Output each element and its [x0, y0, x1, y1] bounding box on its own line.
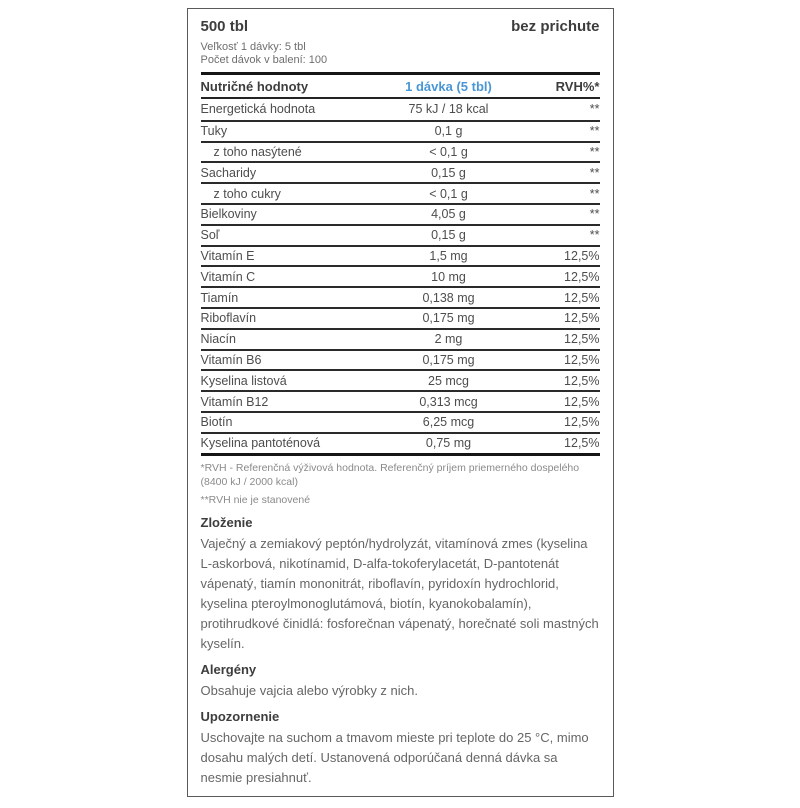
- nutrient-name: z toho nasýtené: [213, 144, 302, 159]
- nutrient-rvh: 12,5%: [564, 415, 600, 430]
- table-row: [201, 141, 600, 162]
- nutrient-rvh: **: [589, 124, 600, 139]
- nutrient-value: 4,05 g: [431, 207, 466, 222]
- nutrient-rvh: **: [589, 102, 600, 117]
- section-heading: Alergény: [200, 661, 257, 677]
- nutrient-name: Tuky: [200, 124, 228, 139]
- nutrient-value: 0,75 mg: [425, 436, 472, 451]
- nutrient-value: 0,313 mcg: [419, 394, 478, 409]
- nutrient-value: 6,25 mcg: [422, 415, 475, 430]
- table-row: [201, 432, 600, 453]
- info-sections: [201, 514, 600, 788]
- rvh-not-set-footnote: **RVH nie je stanovené: [200, 493, 311, 506]
- section-heading: Zloženie: [200, 514, 253, 530]
- nutrient-name: Riboflavín: [200, 311, 257, 326]
- table-row: [201, 182, 600, 203]
- nutrient-value: 0,15 g: [431, 165, 466, 180]
- nutrient-name: Biotín: [200, 415, 233, 430]
- servings-per-pack-line: Počet dávok v balení: 100: [200, 54, 328, 66]
- nutrient-rvh: 12,5%: [564, 436, 600, 451]
- nutrient-rvh: **: [589, 228, 600, 243]
- nutrient-name: Kyselina listová: [200, 373, 287, 388]
- nutrient-rvh: **: [589, 186, 600, 201]
- table-row: [201, 390, 600, 411]
- table-row: [201, 161, 600, 182]
- nutrient-name: Sacharidy: [200, 165, 257, 180]
- table-row: [201, 307, 600, 328]
- nutrient-rvh: **: [589, 144, 600, 159]
- header-col-serving: 1 dávka (5 tbl): [405, 78, 492, 94]
- table-row: [201, 224, 600, 245]
- nutrient-name: Vitamín E: [200, 248, 255, 263]
- nutrient-name: Vitamín C: [200, 269, 256, 284]
- nutrient-rvh: 12,5%: [564, 352, 600, 367]
- nutrition-rows: [201, 99, 600, 453]
- nutrient-value: 0,1 g: [434, 124, 463, 139]
- table-row: [201, 245, 600, 266]
- bottom-thick-rule: [201, 453, 600, 456]
- nutrient-value: < 0,1 g: [429, 144, 468, 159]
- nutrient-name: Soľ: [200, 228, 220, 243]
- product-count: 500 tbl: [200, 18, 249, 35]
- nutrient-value: 0,175 mg: [422, 311, 475, 326]
- nutrient-name: Tiamín: [200, 290, 239, 305]
- nutrient-rvh: 12,5%: [564, 332, 600, 347]
- nutrient-value: 25 mcg: [428, 373, 469, 388]
- table-row: [201, 203, 600, 224]
- serving-size-line: Veľkosť 1 dávky: 5 tbl: [200, 41, 306, 53]
- nutrient-value: 0,15 g: [431, 228, 466, 243]
- nutrient-name: Vitamín B12: [200, 394, 269, 409]
- nutrient-value: 75 kJ / 18 kcal: [408, 102, 489, 117]
- table-row: [201, 120, 600, 141]
- nutrient-rvh: 12,5%: [564, 248, 600, 263]
- info-section: [201, 514, 600, 654]
- nutrient-value: 2 mg: [434, 332, 463, 347]
- nutrient-rvh: **: [589, 165, 600, 180]
- nutrient-value: 0,175 mg: [422, 352, 475, 367]
- nutrition-table-header: [201, 75, 600, 99]
- header-col-rvh: RVH%*: [555, 78, 600, 94]
- table-row: [201, 328, 600, 349]
- info-section: [201, 661, 600, 701]
- nutrient-value: < 0,1 g: [429, 186, 468, 201]
- label-title-row: [201, 17, 600, 37]
- section-heading: Upozornenie: [200, 708, 280, 724]
- section-body: Uschovajte na suchom a tmavom mieste pri teplote do 25 °C, mimo dosahu malých detí. Ustanovená odporúčaná denná dávka sa nesmie presiahnuť.: [200, 729, 589, 785]
- nutrient-rvh: 12,5%: [564, 290, 600, 305]
- table-row: [201, 265, 600, 286]
- nutrient-name: z toho cukry: [213, 186, 281, 201]
- nutrient-rvh: 12,5%: [564, 311, 600, 326]
- table-row: [201, 286, 600, 307]
- header-col-nutrients: Nutričné hodnoty: [200, 78, 309, 94]
- table-row: [201, 369, 600, 390]
- nutrient-value: 10 mg: [431, 269, 466, 284]
- nutrient-rvh: 12,5%: [564, 394, 600, 409]
- nutrient-rvh: 12,5%: [564, 373, 600, 388]
- table-row: [201, 411, 600, 432]
- nutrient-name: Kyselina pantoténová: [200, 436, 321, 451]
- table-row: [201, 349, 600, 370]
- nutrient-rvh: 12,5%: [564, 269, 600, 284]
- nutrient-name: Niacín: [200, 332, 236, 347]
- nutrient-value: 1,5 mg: [429, 248, 468, 263]
- nutrient-value: 0,138 mg: [422, 290, 475, 305]
- info-section: [201, 708, 600, 788]
- nutrient-name: Bielkoviny: [200, 207, 257, 222]
- nutrient-name: Vitamín B6: [200, 352, 262, 367]
- nutrition-label-panel: [187, 8, 614, 797]
- nutrient-rvh: **: [589, 207, 600, 222]
- section-body: Obsahuje vajcia alebo výrobky z nich.: [200, 682, 419, 698]
- section-body: Vaječný a zemiakový peptón/hydrolyzát, vitamínová zmes (kyselina L-askorbová, nikotínamid, D-alfa-tokoferylacetát, D-pantotenát vápenatý, tiamín mononitrát, riboflavín, pyridoxín hydrochlorid, kyselina pteroylmonoglutámová, biotín, kyanokobalamín), protihrudkové činidlá: fosforečnan vápenatý, horečnaté soli mastných kyselín.: [200, 535, 599, 651]
- nutrient-name: Energetická hodnota: [200, 102, 316, 117]
- table-row: [201, 99, 600, 120]
- rvh-footnote: *RVH - Referenčná výživová hodnota. Referenčný príjem priemerného dospelého (8400 kJ / 2000 kcal): [200, 461, 580, 488]
- flavor-label: bez prichute: [511, 18, 600, 35]
